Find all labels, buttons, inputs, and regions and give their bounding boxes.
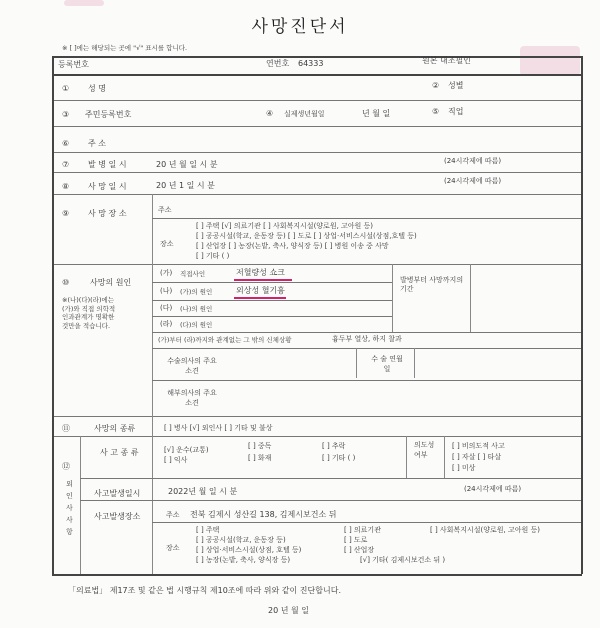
certification-statement: 「의료법」 제17조 및 같은 법 시행규칙 제10조에 따라 위와 같이 진단합니다. (68, 586, 341, 595)
serial-label: 연번호 (266, 59, 290, 68)
other-condition-label: (가)부터 (라)까지와 관계없는 그 밖의 신체상황 (158, 336, 292, 344)
sex-label: 성별 (448, 81, 464, 90)
accident-option: [ ] 기타 ( ) (322, 454, 356, 462)
accident-option: [ ] 추락 (322, 442, 346, 450)
stamp-mark-top (64, 0, 104, 6)
accident-place-option: [ ] 상업·서비스시설(상점, 호텔 등) (196, 546, 302, 554)
death-place-option-line: [ ] 주택 [√] 의료기관 [ ] 사회복지시설(양로원, 고아원 등) (196, 222, 374, 230)
line (356, 348, 357, 378)
death-place-option-line: [ ] 산업장 [ ] 농장(논밭, 축사, 양식장 등) [ ] 병원 이송 중 사망 (196, 242, 389, 250)
instruction-note: ※ [ ]에는 해당되는 곳에 "√" 표시를 합니다. (62, 44, 188, 52)
autopsy-findings-label: 해부의사의 주요소견 (167, 389, 217, 407)
line (52, 126, 582, 127)
address-label: 주 소 (88, 139, 106, 148)
row10-number: ⑩ (62, 278, 70, 287)
death-place-address-label: 주소 (158, 206, 172, 214)
line (581, 56, 583, 574)
line (152, 282, 392, 283)
external-cause-side-label: 외인사사항 (66, 480, 73, 536)
surgery-findings-label: 수술의사의 주요소견 (167, 357, 217, 375)
accident-place-option: [ ] 산업장 (344, 546, 375, 554)
accident-place-label: 사고발생장소 (94, 512, 141, 521)
other-condition-value: 흉두부 열상, 하지 찰과 (332, 335, 402, 343)
line (152, 316, 392, 317)
line (52, 100, 582, 101)
intent-label: 의도성 여부 (414, 441, 435, 459)
death-place-option-line: [ ] 공공시설(학교, 운동장 등) [ ] 도로 [ ] 상업·서비스시설(상점,호텔 등) (196, 232, 417, 240)
line (152, 436, 153, 574)
reg-number-label: 등록번호 (58, 60, 89, 69)
cause-b-key: (나) (160, 287, 173, 295)
line (52, 264, 582, 265)
accident-type-label: 사 고 종 류 (100, 448, 139, 457)
accident-date-label: 사고발생일시 (94, 489, 141, 498)
row8-number: ⑧ (62, 182, 70, 191)
line (444, 436, 445, 478)
death-time-value: 20 년 1 일 시 분 (156, 181, 215, 190)
accident-place-option: [ ] 공공시설(학교, 운동장 등) (196, 536, 286, 544)
line (52, 152, 582, 153)
accident-place-option: [√] 기타( 김제시보건소 뒤 ) (360, 556, 446, 564)
line (152, 332, 582, 333)
line (406, 436, 407, 478)
line (392, 264, 393, 332)
name-label: 성 명 (88, 84, 106, 93)
intent-option: [ ] 미상 (452, 464, 476, 472)
cause-a-key: (가) (160, 269, 173, 277)
cause-c-key: (다) (160, 304, 173, 312)
onset-value: 20 년 월 일 시 분 (156, 160, 218, 169)
occupation-label: 직업 (448, 107, 464, 116)
row2-number: ② (432, 81, 440, 90)
line (152, 348, 582, 349)
intent-option: [ ] 자살 [ ] 타살 (452, 453, 502, 461)
intent-option: [ ] 비의도적 사고 (452, 442, 505, 450)
row9-number: ⑨ (62, 209, 70, 218)
line (80, 500, 582, 501)
line (470, 264, 471, 332)
accident-option: [ ] 익사 (164, 456, 188, 464)
cause-of-death-label: 사망의 원인 (90, 278, 132, 287)
line (152, 522, 582, 523)
line (152, 300, 392, 301)
surgery-date-label: 수 술 연월일 (371, 355, 403, 373)
onset-to-death-label: 발병부터 사망까지의기간 (400, 276, 464, 293)
death-place-option-line: [ ] 기타 ( ) (196, 252, 230, 260)
line (52, 194, 582, 195)
original-verify-label: 원본 대조필인 (422, 56, 471, 65)
header-bottom-line (52, 74, 582, 76)
accident-place-sub-label: 장소 (166, 544, 180, 552)
border-bottom (52, 574, 582, 576)
accident-date-value: 2022년 월 일 시 분 (168, 487, 238, 496)
row3-number: ③ (62, 110, 70, 119)
line (152, 380, 582, 381)
accident-option: [√] 운수(교통) (164, 446, 209, 454)
row4-number: ④ (266, 109, 274, 118)
resident-number-label: 주민등록번호 (85, 110, 132, 119)
cause-b-value: 외상성 혈기흉 (236, 286, 285, 295)
row11-number: ⑪ (62, 424, 70, 433)
death-place-place-label: 장소 (160, 240, 174, 248)
accident-date-note: (24시각제에 따름) (464, 485, 522, 493)
death-time-label: 사 망 일 시 (88, 182, 127, 191)
line (152, 194, 153, 264)
accident-place-option: [ ] 사회복지시설(양로원, 고아원 등) (430, 526, 540, 534)
stamp-mark-right (520, 46, 580, 76)
cause-a-value: 저혈량성 쇼크 (236, 268, 285, 277)
cause-c-title: (나)의 원인 (180, 305, 213, 313)
line (152, 416, 153, 436)
death-type-options: [ ] 병사 [√] 외인사 [ ] 기타 및 불상 (164, 424, 273, 432)
underline-highlight (234, 279, 292, 281)
underline-highlight (234, 297, 286, 299)
serial-value: 64333 (298, 59, 324, 68)
accident-address-label: 주소 (166, 511, 180, 519)
line (52, 416, 582, 417)
death-time-note: (24시각제에 따름) (444, 177, 502, 185)
line (414, 348, 415, 378)
line (52, 56, 54, 574)
death-place-label: 사 망 장 소 (88, 209, 127, 218)
row5-number: ⑤ (432, 107, 440, 116)
cause-b-title: (가)의 원인 (180, 288, 213, 296)
accident-address-value: 전북 김제시 성산길 138, 김제시보건소 뒤 (190, 510, 337, 519)
cause-a-title: 직접사인 (180, 270, 206, 278)
document-title: 사망진단서 (251, 17, 349, 37)
birthdate-label: 실제생년월일 (284, 110, 325, 118)
accident-place-option: [ ] 주택 (196, 526, 220, 534)
cause-d-key: (라) (160, 320, 173, 328)
line (52, 172, 582, 173)
border-top (52, 56, 582, 58)
accident-option: [ ] 중독 (248, 442, 272, 450)
row1-number: ① (62, 84, 70, 93)
line (152, 218, 582, 219)
cause-d-title: (다)의 원인 (180, 321, 213, 329)
row6-number: ⑥ (62, 139, 70, 148)
row7-number: ⑦ (62, 160, 70, 169)
death-type-label: 사망의 종류 (94, 424, 136, 433)
accident-option: [ ] 화재 (248, 454, 272, 462)
accident-place-option: [ ] 의료기관 (344, 526, 381, 534)
row12-number: ⑫ (62, 462, 70, 471)
onset-label: 발 병 일 시 (88, 160, 127, 169)
line (80, 436, 81, 574)
certification-date: 20 년 월 일 (268, 606, 309, 615)
line (152, 264, 153, 416)
birthdate-value: 년 월 일 (362, 109, 391, 118)
accident-place-option: [ ] 농장(논밭, 축사, 양식장 등) (196, 556, 291, 564)
cause-note: ※(나)(다)(라)에는 (가)와 직접 의학적 인과관계가 명확한 것만을 적습니다. (62, 296, 116, 330)
onset-note: (24시각제에 따름) (444, 157, 502, 165)
line (80, 478, 582, 479)
line (52, 436, 582, 437)
accident-place-option: [ ] 도로 (344, 536, 368, 544)
